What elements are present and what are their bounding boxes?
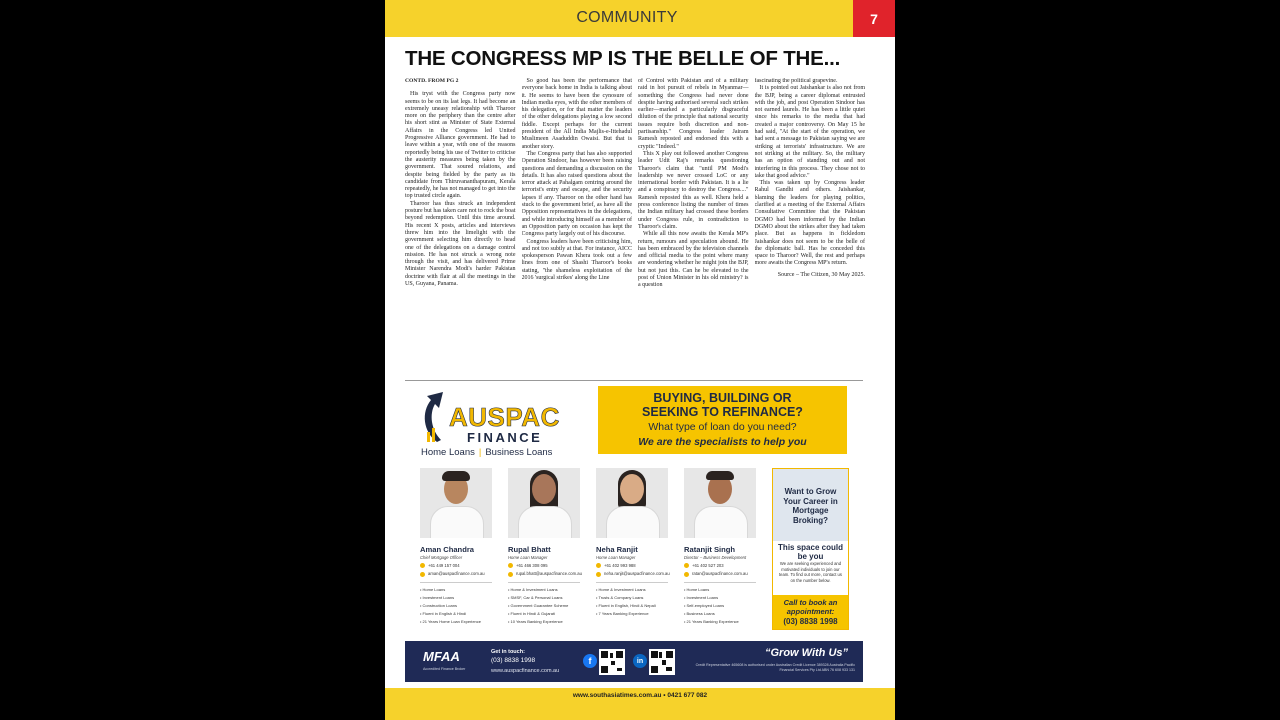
qr-code-icon	[599, 649, 625, 675]
get-in-touch-label: Get in touch:	[491, 649, 525, 655]
staff-photo	[420, 468, 492, 538]
shirt	[518, 506, 572, 538]
service-item: • Home Loans	[420, 586, 446, 592]
service-item: • Investment Loans	[420, 594, 455, 600]
staff-title: Chief Mortgage Officer	[420, 555, 463, 560]
paragraph: It is pointed out Jaishankar is also not from the BJP, being a career diplomat entrusted with the job, and post Operation Sindoor has not earned laurels. He has been a little quiet since his remarks to the media that had created a major controversy. On May 15 he had said, "At the start of the operation, we had sent a message to Pakistan saying we are striking at terrorists' infrastructure. We are not striking at the military. So, the military has an option of standing out and not interfering in this process. They chose not to take that good advice."	[754, 85, 865, 179]
service-item: • Home Loans	[684, 586, 710, 592]
promo-headline-1: BUYING, BUILDING OR	[653, 391, 792, 405]
service-item: • Fluent in English, Hindi & Nepali	[596, 602, 656, 608]
mfaa-logo: MFAA	[423, 649, 460, 664]
article-column-3	[638, 78, 749, 374]
divider	[420, 582, 492, 583]
staff-phone: +61 449 157 004	[420, 563, 492, 568]
paragraph: So good has been the performance that everyone back home in India is talking about it. He seems to have been the cynosure of Indian media eyes, with the other members of his delegation, or for that matter the leaders of the other delegations playing a low second fiddle. Except perhaps for the current president of the All India Majlis-e-Ittehadul Muslimeen Asaduddin Owaisi. But that is another story.	[521, 78, 632, 150]
logo-tagline	[421, 447, 552, 458]
promo-specialists: We are the specialists to help you	[638, 436, 807, 448]
staff-photo	[508, 468, 580, 538]
legal-text: Credit Representative 465608 is authorised under Australian Credit Licence 389328 Australia Pacific Financial Services Pty Ltd ABN 76 608 933 131	[695, 663, 855, 672]
staff-name: Rupal Bhatt	[508, 545, 551, 554]
service-item: • Investment Loans	[684, 594, 719, 600]
staff-name: Aman Chandra	[420, 545, 475, 554]
bottom-banner	[385, 688, 895, 720]
auspac-logo	[419, 386, 589, 462]
staff-card	[596, 468, 668, 618]
qr-code-icon	[649, 649, 675, 675]
staff-email: neha.ranjit@auspacfinance.com.au	[596, 571, 668, 576]
cta-label: Call to book an appointment:	[783, 598, 838, 616]
recruitment-question: Want to Grow Your Career in Mortgage Broking?	[783, 487, 838, 525]
staff-photo	[596, 468, 668, 538]
shirt	[606, 506, 660, 538]
paragraph: The Congress party that has also supported Operation Sindoor, has however been raising questions and demanding a discussion on the details. It has also raised questions about the terror attack at Pahalgam centring around the terrorist's entry and escape, and the security lapses if any. Tharoor on the other hand has stuck to the government brief, as have all the Opposition representatives in the delegations, and while introducing himself as a member of an Opposition party on occasion has kept the Congress party largely out of his discourse.	[521, 150, 632, 238]
staff-email: rupal.bhatt@auspacfinance.com.au	[508, 571, 580, 576]
article-column-4	[755, 78, 866, 374]
logo-wordmark: AUSPAC	[449, 402, 560, 432]
facebook-icon[interactable]: f	[583, 654, 597, 668]
promo-question: What type of loan do you need?	[648, 421, 797, 433]
newspaper-page	[385, 0, 895, 720]
promo-banner	[598, 386, 847, 454]
staff-email: ratan@auspacfinance.com.au	[684, 571, 756, 576]
paragraph: Tharoor has thus struck an independent posture but has taken care not to rock the boat beyond redemption. Until this time around. His recent X posts, articles and interviews threw him into the limelight with the government selecting him directly to head one of the delegations on a damage control mission. He has not struck a wrong note through the visit, and has delivered Prime Minister Narendra Modi's harder Pakistan doctrine with flair at all the meetings in the US, Guyana, Panama.	[405, 200, 516, 288]
service-item: • 21 Years Home Loan Experience	[420, 618, 481, 624]
tag-home-loans: Home Loans	[421, 447, 475, 458]
staff-name: Ratanjit Singh	[684, 545, 736, 554]
staff-email: aman@auspacfinance.com.au	[420, 571, 492, 576]
staff-title: Home Loan Manager	[508, 555, 548, 560]
phone-icon	[596, 563, 601, 568]
service-item: • Self-employed Loans	[684, 602, 725, 608]
service-item: • Government Guarantee Scheme	[508, 602, 569, 608]
service-item: • Home & Investment Loans	[596, 586, 646, 592]
recruitment-body: We are seeking experienced and motivated individuals to join our team. To find out more, contact us on the number below.	[778, 561, 842, 583]
service-item: • Fluent in English & Hindi	[420, 610, 467, 616]
email-icon	[684, 572, 689, 577]
contact-phone: (03) 8838 1998	[491, 657, 536, 664]
staff-card	[508, 468, 580, 626]
paragraph: His tryst with the Congress party now seems to be on its last legs. It had become an extremely uneasy relationship with Tharoor more on the periphery than the centre after his short stint as Minister of State External Affairs in the Congress led United Progressive Alliance government. He had to leave within a year, with one of the reasons reportedly being his use of Twitter to criticise the austerity measures being taken by the government. That soured relations, and despite being fielded by the party as its candidate from Thiruvananthapuram, Kerala repeatedly, he has not managed to get into the top trusted circle again.	[405, 91, 516, 200]
paragraph: of Control with Pakistan and of a military raid in hot pursuit of rebels in Myanmar—something the Congress had never done despite having authorised several such strikes earlier—marked a particularly disgraceful dilution of the principle that national security issues require both discretion and non-partisanship." Congress leader Jairam Ramesh reposted and endorsed this with a cryptic "Indeed."	[638, 78, 749, 150]
ad-footer	[405, 641, 863, 682]
staff-phone: +61 402 993 988	[596, 563, 668, 568]
phone-icon	[508, 563, 513, 568]
divider	[596, 582, 668, 583]
auspac-advertisement	[405, 384, 863, 686]
appointment-cta	[773, 595, 848, 629]
service-item: • Business Loans	[684, 610, 715, 616]
service-item: • Home & Investment Loans	[508, 586, 558, 592]
paragraph: fascinating the political grapevine.	[754, 78, 838, 84]
article-source: Source – The Citizen, 30 May 2025.	[777, 271, 865, 278]
service-item: • SMSF, Car & Personal Loans	[508, 594, 563, 600]
service-item: • 7 Years Banking Experience	[596, 610, 649, 616]
paragraph: Congress leaders have been criticising him, and not too subtly at that. For instance, AICC spokesperson Pawan Khera took out a few lines from one of Shashi Tharoor's books stating, "the shameless exploitation of the 2016 'surgical strikes' along the Line	[521, 238, 632, 282]
staff-card	[684, 468, 756, 626]
linkedin-icon[interactable]: in	[633, 654, 647, 668]
phone-icon	[684, 563, 689, 568]
staff-name: Neha Ranjit	[596, 545, 638, 554]
divider	[684, 582, 756, 583]
service-item: • Fluent in Hindi & Gujarati	[508, 610, 555, 616]
paragraph: While all this now awaits the Kerala MP's return, rumours and speculation abound. He has been embraced by the television channels and official media to the point where many are wondering whether he might join the BJP, but not just this. Can he be elevated to the post of Union Minister in his old ministry? is a question	[638, 231, 749, 289]
contact-website[interactable]: www.auspacfinance.com.au	[491, 668, 560, 674]
hair	[706, 471, 734, 480]
paragraph: This X play out followed another Congress leader Udit Raj's remarks questioning Tharoor's claim that "until PM Modi's leadership we never crossed LoC or any international border with Pakistan. It is a lie and a conspiracy to destroy the Congress...." Ramesh reposted this as well. Khera held a press conference listing the number of times the Indian military had crossed these borders under Congress rule, in contradiction to Tharoor's claim.	[638, 150, 749, 230]
phone-icon	[420, 563, 425, 568]
face	[620, 474, 644, 504]
hair	[442, 471, 470, 481]
email-icon	[596, 572, 601, 577]
service-item: • 21 Years Banking Experience	[684, 618, 739, 624]
shirt	[430, 506, 484, 538]
promo-headline-2: SEEKING TO REFINANCE?	[642, 405, 803, 419]
service-item: • Construction Loans	[420, 602, 457, 608]
staff-card	[420, 468, 492, 626]
recruitment-box	[772, 468, 849, 630]
logo-subtext: FINANCE	[467, 430, 543, 445]
continued-note: CONTD. FROM PG 2	[405, 78, 459, 84]
shirt	[694, 506, 748, 538]
staff-phone: +61 402 527 203	[684, 563, 756, 568]
service-item: • Trusts & Company Loans	[596, 594, 644, 600]
swoosh-arrow-icon	[419, 388, 449, 444]
tag-separator: |	[478, 447, 482, 458]
divider	[405, 380, 863, 381]
email-icon	[508, 572, 513, 577]
staff-title: Director – Business Development	[684, 555, 747, 560]
article-column-1	[405, 78, 516, 374]
face	[532, 474, 556, 504]
section-banner	[385, 0, 895, 37]
article-headline: THE CONGRESS MP IS THE BELLE OF THE...	[405, 47, 841, 70]
article-body	[405, 78, 865, 374]
section-label: COMMUNITY	[576, 9, 678, 26]
page-number: 7	[853, 0, 895, 37]
service-item: • 10 Years Banking Experience	[508, 618, 563, 624]
paragraph: This was taken up by Congress leader Rahul Gandhi and others. Jaishankar, blaming the leaders for playing politics, clarified at a meeting of the External Affairs Consultative Committee that the Pakistan DGMO had been informed by the Indian DGMO about the strikes after they had taken place. But as happens in fickledom Jaishankar does not seem to be the belle of the diplomatic ball. Has he conceded this space to Tharoor? Well, the rest and perhaps more awaits the Congress MP's return.	[754, 180, 865, 267]
slogan: “Grow With Us”	[765, 647, 849, 659]
staff-title: Home Loan Manager	[596, 555, 636, 560]
email-icon	[420, 572, 425, 577]
article-column-2	[522, 78, 633, 374]
staff-phone: +61 466 308 095	[508, 563, 580, 568]
mfaa-subtitle: Accredited Finance Broker	[423, 667, 466, 671]
recruitment-title: This space could be you	[778, 543, 843, 561]
divider	[508, 582, 580, 583]
bottom-contact: www.southasiatimes.com.au • 0421 677 082	[572, 692, 708, 699]
tag-business-loans: Business Loans	[485, 447, 553, 458]
staff-photo	[684, 468, 756, 538]
cta-phone: (03) 8838 1998	[783, 617, 838, 626]
